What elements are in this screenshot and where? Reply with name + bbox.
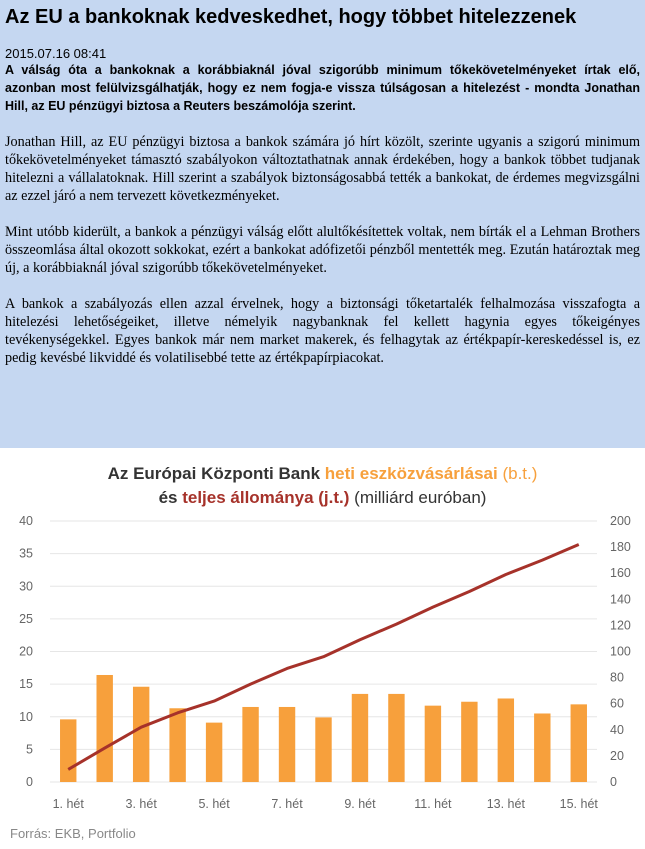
- y-right-tick-label: 40: [610, 722, 624, 737]
- bar: [352, 694, 368, 782]
- bar: [571, 704, 587, 782]
- y-left-tick-label: 10: [19, 709, 33, 724]
- x-tick-label: 11. hét: [414, 797, 452, 811]
- y-right-tick-label: 100: [610, 644, 631, 659]
- bar: [279, 707, 295, 782]
- bar: [206, 723, 222, 782]
- chart-title-highlight: teljes állománya (j.t.): [182, 488, 350, 507]
- bar: [169, 708, 185, 782]
- y-left-tick-label: 0: [26, 775, 33, 789]
- bar: [133, 687, 149, 782]
- bar: [461, 702, 477, 782]
- y-right-tick-label: 140: [610, 592, 631, 607]
- y-right-tick-label: 60: [610, 696, 624, 711]
- bar: [388, 694, 404, 782]
- x-tick-label: 15. hét: [559, 797, 598, 811]
- bar: [96, 675, 112, 782]
- y-left-tick-label: 5: [26, 742, 33, 757]
- x-tick-label: 7. hét: [271, 797, 303, 811]
- chart-title-highlight: heti eszközvásárlásai: [324, 464, 498, 483]
- article-paragraph: Mint utóbb kiderült, a bankok a pénzügyi válság előtt alultőkésítettek voltak, nem bírták el a Lehman Brothers összeomlása által okozott sokkokat, ezért a bankokat adófizetői pénzből mentették meg. Ezután határoztak meg új, a korábbiaknál jóval szigorúbb tőkekövetelményeket.: [5, 224, 640, 276]
- article-paragraph: Jonathan Hill, az EU pénzügyi biztosa a bankok számára jó hírt közölt, szerinte ugyanis a szigorú minimum tőkekövetelményeket támasztó szabályokon változtathatnak annak érdekében, hogy a bankok többet tudjanak hitelezni a vállalatoknak. Hill szerint a szabályok biztonságosabbá tették a bankokat, de érdemes megvizsgálni az ezzel járó a nem tervezett következményeket.: [5, 134, 640, 204]
- y-left-tick-label: 15: [19, 677, 33, 692]
- y-left-tick-label: 30: [19, 579, 33, 594]
- bar: [498, 698, 514, 782]
- y-left-tick-label: 35: [19, 546, 33, 561]
- x-tick-label: 1. hét: [52, 797, 84, 811]
- y-left-tick-label: 40: [19, 514, 33, 528]
- y-right-tick-label: 0: [610, 775, 617, 789]
- chart-title-part: (b.t.): [497, 464, 538, 483]
- bar: [60, 719, 76, 782]
- y-left-tick-label: 20: [19, 644, 33, 659]
- chart-title-part: Az Európai Központi Bank: [107, 464, 325, 483]
- chart-title-part: (milliárd euróban): [349, 488, 487, 507]
- bar: [242, 707, 258, 782]
- x-tick-label: 13. hét: [486, 797, 525, 811]
- ecb-chart: [0, 448, 645, 849]
- y-right-tick-label: 180: [610, 540, 631, 555]
- article-lead: A válság óta a bankoknak a korábbiaknál jóval szigorúbb minimum tőkekövetelményeket írtak elő, azonban most felülvizsgálhatják, hogy ez nem fogja-e vissza túlságosan a hitelezést - mondta Jonathan Hill, az EU pénzügyi biztosa a Reuters beszámolója szerint.: [5, 63, 640, 113]
- y-right-tick-label: 160: [610, 566, 631, 581]
- bar: [534, 713, 550, 782]
- chart-plot: [0, 448, 645, 849]
- article-date: 2015.07.16 08:41: [5, 46, 107, 61]
- y-right-tick-label: 200: [610, 514, 631, 528]
- bar: [425, 706, 441, 782]
- x-tick-label: 3. hét: [125, 797, 157, 811]
- x-tick-label: 5. hét: [198, 797, 230, 811]
- y-right-tick-label: 120: [610, 618, 631, 633]
- y-right-tick-label: 20: [610, 748, 624, 763]
- article-paragraph: A bankok a szabályozás ellen azzal érvelnek, hogy a biztonsági tőketartalék felhalmozása visszafogta a hitelezési lehetőségeiket, illetve némelyik nagybanknak fel kellett hagynia egyes tőkeigényes tevékenységekkel. Egyes bankok már nem market makerek, és felhagytak az értékpapír-kereskedéssel is, ez pedig kevésbé likviddé és volatilisebbé tette az értékpapírpiacokat.: [5, 296, 640, 366]
- bar: [315, 717, 331, 782]
- article-headline: Az EU a bankoknak kedveskedhet, hogy többet hitelezzenek: [5, 6, 577, 28]
- x-tick-label: 9. hét: [344, 797, 376, 811]
- y-left-tick-label: 25: [19, 611, 33, 626]
- chart-title-part: és: [158, 488, 183, 507]
- chart-source: Forrás: EKB, Portfolio: [10, 826, 136, 841]
- y-right-tick-label: 80: [610, 670, 624, 685]
